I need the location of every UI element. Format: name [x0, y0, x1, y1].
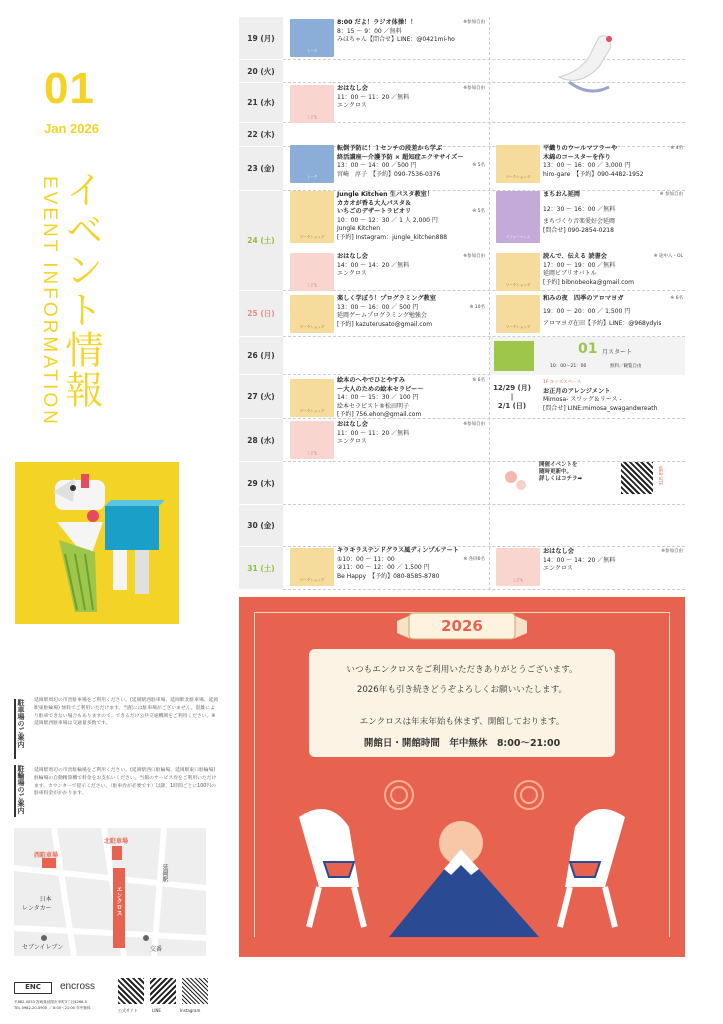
event-storytime-24[interactable]: おはなし会 ※参加自由 14：00 ～ 14：20 ／無料 エンクロス [337, 253, 485, 278]
message-line-2: 2026年も引き続きどうぞよろしくお願いいたします。 [356, 685, 568, 695]
day-label: 27 (火) [239, 375, 283, 419]
message-hours: 開館日・開館時間 年中無休 8:00～21:00 [363, 738, 561, 749]
month-english: Jan 2026 [44, 121, 99, 136]
access-map [14, 828, 206, 956]
website-qr-icon[interactable] [621, 462, 653, 494]
logo-icon: ENC [14, 982, 52, 994]
bicycle-title: 駐輪場のご案内 [14, 765, 26, 817]
map-north-parking: 北駐車場 [104, 838, 129, 845]
kids-icon: こども [290, 253, 334, 291]
message-line-3: エンクロスは年末年始も休まず、開館しております。 [359, 717, 565, 727]
brand-name: encross [60, 981, 96, 992]
event-storytime-21[interactable]: おはなし会 ※参加自由 11：00 ～ 11：20 ／無料 エンクロス [337, 85, 485, 110]
kids-icon: こども [290, 85, 334, 123]
message-line-1: いつもエンクロスをご利用いただきありがとうございます。 [346, 665, 578, 675]
workshop-icon: ワークショップ [496, 145, 540, 183]
event-storytime-28[interactable]: おはなし会 ※参加自由 11：00 ～ 11：20 ／無料 エンクロス [337, 421, 485, 446]
title-japanese: イベント情報 [59, 170, 103, 410]
kids-icon: こども [496, 548, 540, 586]
special-date-range: 12/29 (月) | 2/1 (日) [493, 384, 531, 410]
talk-icon: トーク [290, 145, 334, 183]
year-banner [397, 611, 527, 643]
event-reading-club[interactable]: 読んで、伝える 読書会 ※ 途中入・OL 17：00 ～ 19：00 ／無料 延岡ビブリオバトル [予約] bibnobeoka@gmail.com [543, 253, 683, 286]
event-new-year-arrangement[interactable]: 1F キッズスペース お正月のアレンジメント Mimosa- スワッグ＆リース - [問合せ] LINE:mimosa_swagandwreath [543, 380, 658, 412]
website-link[interactable]: 開催イベントを 随時更新中。 詳しくはコチラ➡ WEB SITE [539, 462, 679, 502]
row-separator [283, 122, 685, 123]
horses-fuji-illustration [239, 777, 685, 957]
qr-instagram-label: Instagram [180, 1008, 201, 1013]
event-picture-book[interactable]: 絵本のへやでひとやすみ ～大人のための絵本セラピー～ ※ 6名 14：00 ～ 15：30 ／ 100 円 絵本セラピスト®松田明子 [予約] 756.ehon@gmail.com [337, 377, 485, 419]
workshop-icon: ワークショップ [290, 379, 334, 417]
workshop-icon: ワークショップ [496, 295, 540, 333]
row-separator [283, 504, 685, 505]
event-machion[interactable]: まちおん延岡 ※ 参加自由 12：30 ～ 16：00 ／無料 まちづくり音楽愛好会延岡 [問合せ] 090-2854-0218 [543, 191, 683, 234]
row-separator [283, 290, 685, 291]
day-label: 26 (月) [239, 337, 283, 375]
map-seven: セブンイレブン [22, 944, 64, 951]
day-label: 24 (土) [239, 191, 283, 291]
map-encross: エンクロス [115, 886, 122, 916]
parking-title: 駐車場のご案内 [14, 699, 26, 759]
new-year-poster [239, 597, 685, 957]
event-weaving[interactable]: 平織りのウールマフラーや 木綿のコースターを作り ※ 4名 13：00 ～ 16：00 ／ 3,000 円 hiro-gare 【予約】090-4482-1952 [543, 145, 683, 178]
workshop-icon: ワークショップ [290, 548, 334, 586]
event-storytime-31[interactable]: おはなし会 ※参加自由 14：00 ～ 14：20 ／無料 エンクロス [543, 548, 683, 573]
kids-icon: こども [290, 421, 334, 459]
horse-illustration [15, 462, 179, 624]
day-label: 21 (水) [239, 83, 283, 123]
event-calendar [239, 17, 685, 590]
event-dimple-art[interactable]: キラキラステンドグラス風ディンプルアート ※ 各回6名 ①10：00 ～ 11：00 ②11：00 ～ 12：00 ／ 1,500 円 Be Happy 【予約】080-8585-8780 [337, 547, 485, 580]
qr-line-label: LINE [152, 1008, 161, 1013]
qr-site-label: 公式サイト [118, 1008, 138, 1013]
event-aroma-yoga[interactable]: 和みの夜 四季のアロマヨガ ※ 6名 19：00 ～ 20：00 ／ 1,500 円 アロマヨガ在田【予約】LINE：@968ydyis [543, 295, 683, 328]
bicycle-text: 延岡駅周辺の市営駐輪場をご利用ください。(延岡駅西口駐輪場、延岡駅東口駐輪場) 駐輪場の自動精算機で料金をお支払いください。当館のサービス券をご利用いただけます。カウンターで提示ください。（駐車券が必要です）以降、1時間ごとに100円の駐車料金がかかります。 [34, 768, 217, 797]
flower-decoration [501, 465, 531, 495]
event-pasta[interactable]: Jungle Kitchen 生パスタ教室！ カカオが香る大人パスタ＆ いちごのデザートラビオリ ※ 5名 10：00 ～ 12：30 ／ 1 人 2,000 円 Jungle Kitchen [予約] Instagram：jungle_kitchen888 [337, 191, 485, 241]
workshop-icon: ワークショップ [496, 253, 540, 291]
day-label: 23 (金) [239, 147, 283, 191]
performance-icon: パフォーマンス [496, 191, 540, 243]
map-police: 交番 [150, 946, 163, 953]
day-label: 31 (土) [239, 547, 283, 590]
crane-illustration [539, 27, 639, 107]
day-label: 28 (水) [239, 419, 283, 462]
day-label: 30 (金) [239, 505, 283, 547]
qr-site-icon[interactable] [118, 978, 144, 1004]
map-rental: 日本 レンタカー [22, 896, 52, 912]
event-programming[interactable]: 楽しく学ぼう！プログラミング教室 ※ 10名 13：00 ～ 16：00 ／ 500 円 延岡ゲームプログラミング勉強会 [予約] kazuterusato@gmail.com [337, 295, 485, 328]
footer [14, 978, 214, 1018]
workshop-icon: ワークショップ [290, 191, 334, 243]
special-exhibit-banner: 01 月スタート 10：00～21：00 無料／観覧自由 [490, 337, 685, 375]
map-west-parking: 西駐車場 [34, 852, 59, 859]
image-icon [494, 341, 534, 371]
day-label: 20 (火) [239, 60, 283, 83]
month-number: 01 [44, 64, 95, 113]
title-english: EVENT INFORMATION [39, 176, 60, 427]
workshop-icon: ワークショップ [290, 295, 334, 333]
day-label: 29 (木) [239, 462, 283, 505]
event-fall-prevention[interactable]: 転倒予防に！１センチの段差から学ぶ 終活講座～介護予防 × 超知症エクササイズ～ ※ 5名 13：00 ～ 14：00 ／500 円 宮崎 淳子 【予約】090-7536-0376 [337, 145, 485, 178]
day-label: 25 (日) [239, 291, 283, 337]
poster-year: 2026 [441, 617, 483, 635]
event-radio-exercise[interactable]: 8:00 だよ！ラジオ体操！！ ※参加自由 8：15 ～ 9：00 ／無料 みほちゃん【問合せ】LINE：@0421mi-ho [337, 19, 485, 44]
telephone: TEL 0982-20-0900 ／ 8:00～21:00 年中無休 [14, 1006, 91, 1010]
day-label: 19 (月) [239, 17, 283, 60]
qr-line-icon[interactable] [150, 978, 176, 1004]
day-label: 22 (木) [239, 123, 283, 147]
talk-icon: トーク [290, 19, 334, 57]
parking-text: 延岡駅周辺の市営駐車場をご利用ください。(延岡駅西駐車場、延岡駅北駐車場、延岡駅東駐輪場) 無料でご利用いただけます。当館には駐車場がございません。混雑により駐車できない場合もありますので、できるだけ公共交通機関をご利用ください。※延岡駅西駐車場は交通量多数です。 [34, 698, 219, 727]
row-separator [283, 589, 685, 590]
address: 〒882-0053 宮崎県延岡市幸町3丁目4266-5 [14, 1000, 87, 1004]
qr-instagram-icon[interactable] [182, 978, 208, 1004]
map-station: 延岡駅 [161, 864, 168, 882]
